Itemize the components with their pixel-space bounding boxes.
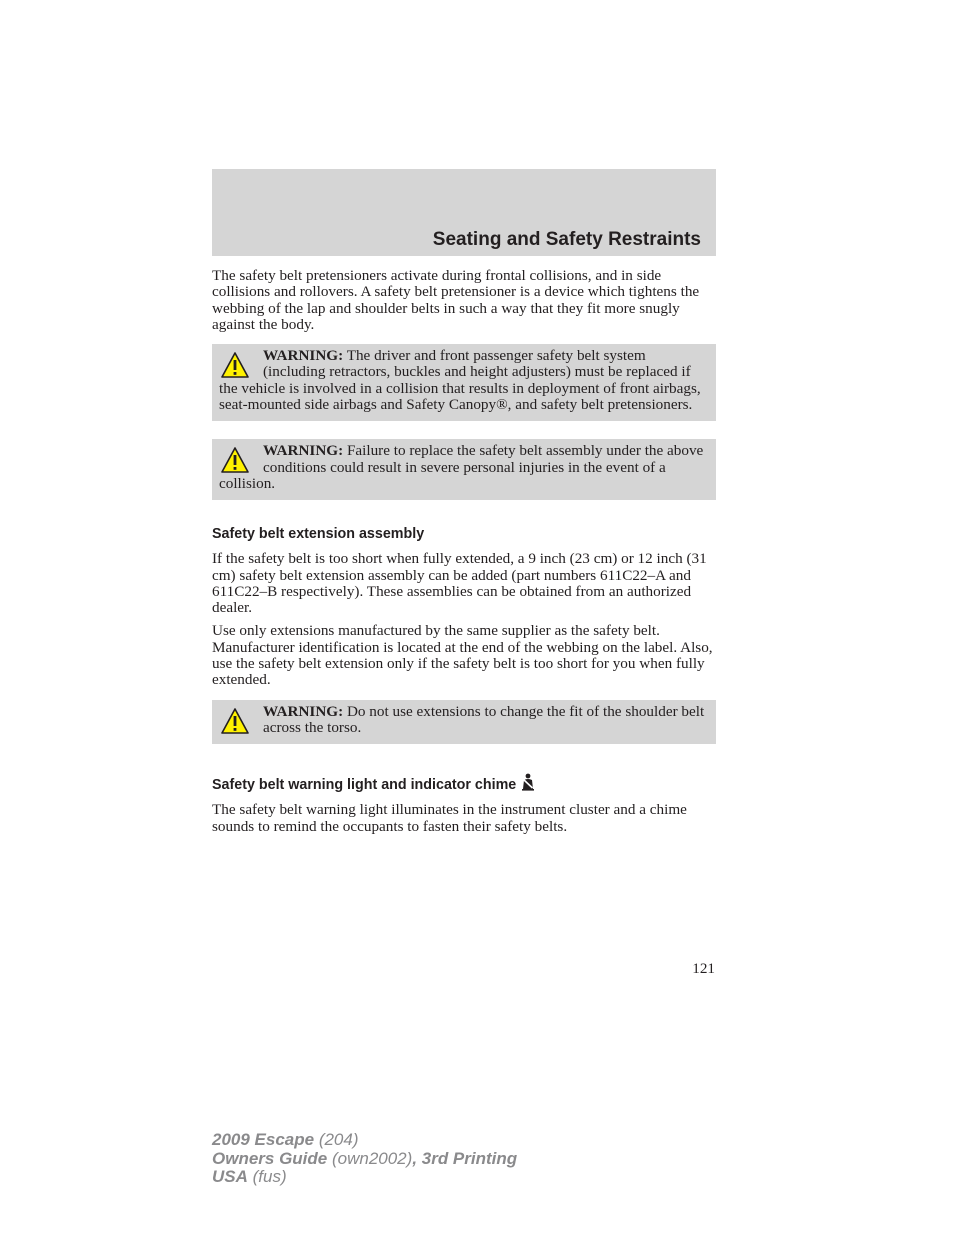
warning-box (212, 344, 716, 421)
section-title: Seating and Safety Restraints (432, 229, 701, 250)
warning-label: WARNING: (263, 702, 344, 720)
warning-box (212, 700, 716, 745)
footer-printing: , 3rd Printing (412, 1148, 518, 1168)
footer-market-code: (fus) (247, 1167, 287, 1187)
subheading-extension-assembly: Safety belt extension assembly (212, 526, 425, 543)
warning-triangle-icon (220, 446, 250, 474)
footer-model-code: (204) (314, 1130, 359, 1149)
extension-paragraph-2: Use only extensions manufactured by the same supplier as the safety belt. Manufacturer identification is located at the end of the webbing on the label. Also, use the safety belt extension only if the safety belt is too short for you when fully extended. (212, 622, 713, 689)
warning-label: WARNING: (263, 347, 344, 365)
footer-market: USA (212, 1167, 248, 1187)
section-header-band (212, 169, 716, 256)
warning-triangle-icon (220, 707, 250, 735)
subheading-warning-light (212, 773, 716, 793)
extension-paragraph-1: If the safety belt is too short when fully extended, a 9 inch (23 cm) or 12 inch (31 cm) safety belt extension assembly can be added (part numbers 611C22–A and 611C22–B respectively). These assemblies can be obtained from an authorized dealer. (212, 550, 707, 617)
page-number: 121 (692, 960, 715, 977)
footer-guide: Owners Guide (212, 1148, 328, 1168)
warning-triangle-icon (220, 351, 250, 379)
intro-paragraph: The safety belt pretensioners activate during frontal collisions, and in side collisions and rollovers. A safety belt pretensioner is a device which tightens the webbing of the lap and shoulder belts in such a way that they fit more snugly against the body. (212, 267, 700, 333)
subheading-text: Safety belt warning light and indicator chime (212, 777, 517, 794)
warning-light-paragraph: The safety belt warning light illuminates in the instrument cluster and a chime sounds to remind the occupants to fasten their safety belts. (212, 801, 687, 835)
warning-text: Failure to replace the safety belt assembly under the above conditions could result in severe personal injuries in the event of a collision. (219, 442, 704, 492)
warning-label: WARNING: (263, 442, 344, 460)
warning-text: Do not use extensions to change the fit of the shoulder belt across the torso. (263, 702, 705, 736)
seatbelt-icon (520, 773, 536, 791)
footer-guide-code: (own2002) (327, 1148, 413, 1168)
warning-box (212, 439, 716, 500)
page-content (212, 268, 716, 842)
footer-imprint (212, 1131, 517, 1187)
footer-model: 2009 Escape (212, 1130, 315, 1149)
warning-text: The driver and front passenger safety belt system (including retractors, buckles and height adjusters) must be replaced if the vehicle is involved in a collision that results in deployment of front airbags, seat-mounted side airbags and Safety Canopy®, and safety belt pretensioners. (219, 347, 701, 414)
